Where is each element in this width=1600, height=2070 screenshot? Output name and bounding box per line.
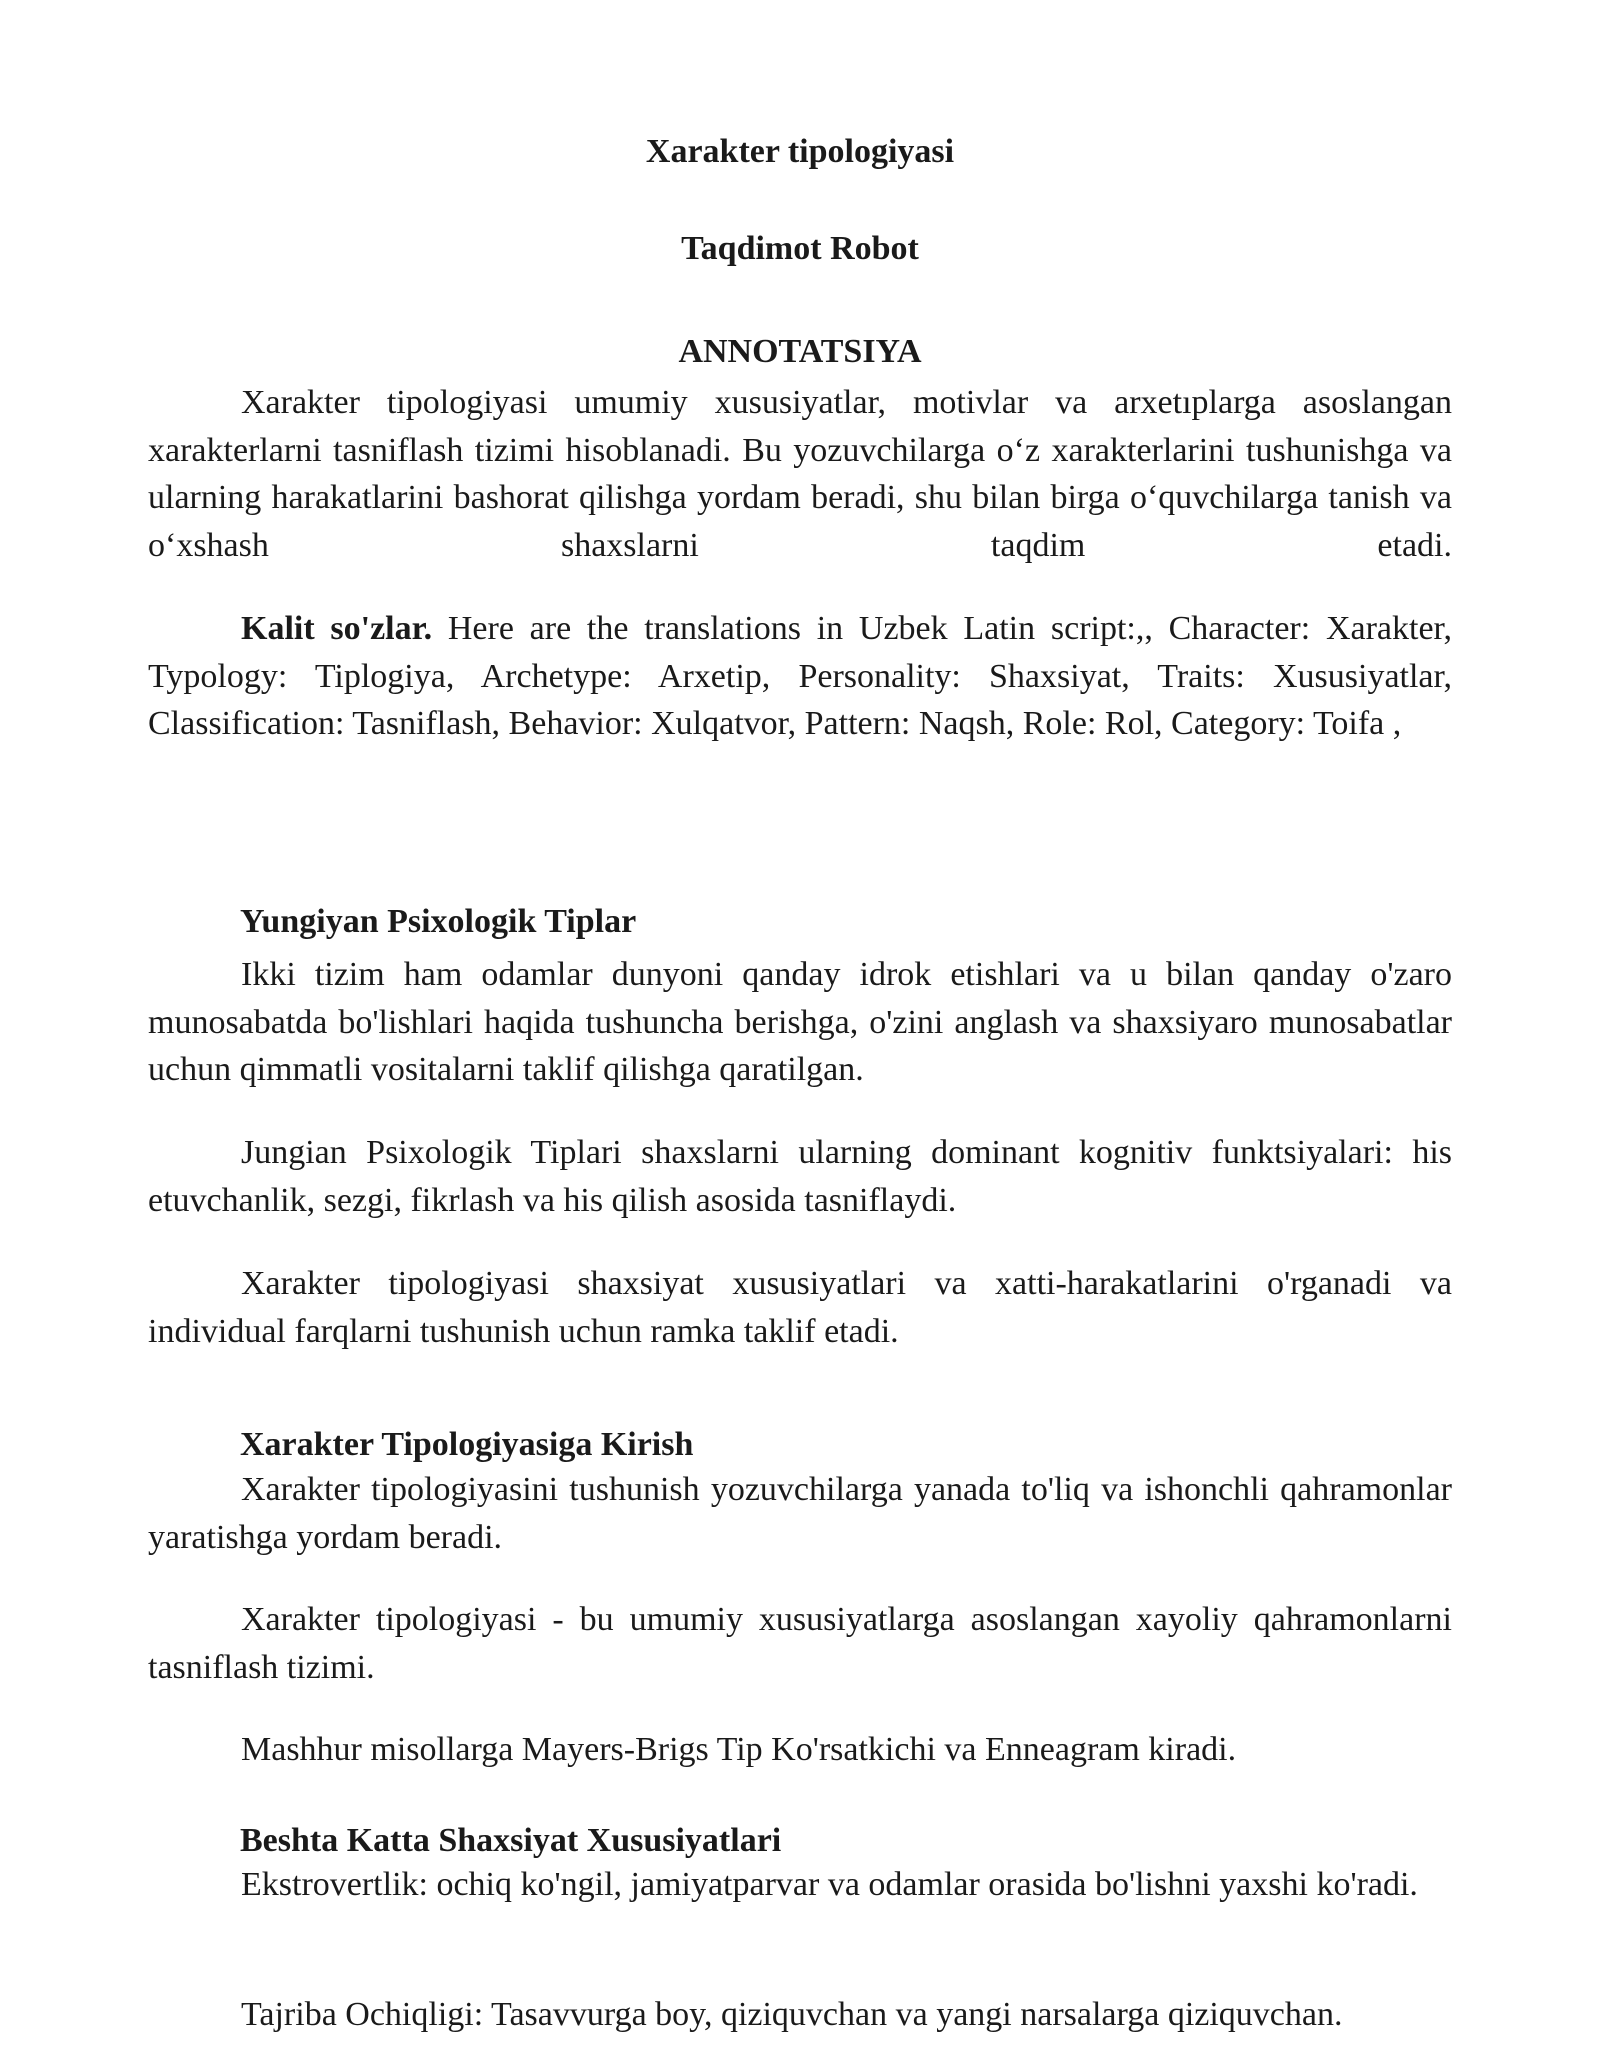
section-paragraph: Xarakter tipologiyasi - bu umumiy xususiyatlarga asoslangan xayoliy qahramonlarni tasniflash tizimi. bbox=[148, 1601, 1452, 1686]
annotation-heading: ANNOTATSIYA bbox=[678, 333, 922, 370]
section-heading: Beshta Katta Shaxsiyat Xususiyatlari bbox=[240, 1822, 782, 1859]
section-heading: Xarakter Tipologiyasiga Kirish bbox=[240, 1426, 694, 1463]
keywords-paragraph bbox=[148, 605, 1452, 748]
annotation-paragraph: Xarakter tipologiyasi umumiy xususiyatlar, motivlar va arxetıplarga asoslangan xarakterlarni tasniflash tizimi hisoblanadi. Bu yozuvchilarga o‘z xarakterlarini tushunishga va ularning harakatlarini bashorat qilishga yordam beradi, shu bilan birga o‘quvchilarga tanish va o‘xshash shaxslarni taqdim etadi. bbox=[148, 384, 1452, 564]
section-heading: Yungiyan Psixologik Tiplar bbox=[240, 903, 637, 940]
section-paragraph: Xarakter tipologiyasi shaxsiyat xususiyatlari va xatti-harakatlarini o'rganadi va individual farqlarni tushunish uchun ramka taklif etadi. bbox=[148, 1265, 1452, 1350]
document-author: Taqdimot Robot bbox=[681, 230, 919, 267]
document-title: Xarakter tipologiyasi bbox=[645, 133, 955, 170]
section-paragraph: Jungian Psixologik Tiplari shaxslarni ularning dominant kognitiv funktsiyalari: his etuvchanlik, sezgi, fikrlash va his qilish asosida tasniflaydi. bbox=[148, 1134, 1452, 1219]
section-paragraph: Tajriba Ochiqligi: Tasavvurga boy, qiziquvchan va yangi narsalarga qiziquvchan. bbox=[241, 1996, 1343, 2033]
section-paragraph: Mashhur misollarga Mayers-Brigs Tip Ko'rsatkichi va Enneagram kiradi. bbox=[241, 1731, 1237, 1768]
keywords-text: Here are the translations in Uzbek Latin script:,, Character: Xarakter, Typology: Tiplogiya, Archetype: Arxetip, Personality: Shaxsiyat, Traits: Xususiyatlar, Classification: Tasniflash, Behavior: Xulqatvor, Pattern: Naqsh, Role: Rol, Category: Toifa , bbox=[148, 610, 1452, 742]
section-paragraph: Xarakter tipologiyasini tushunish yozuvchilarga yanada to'liq va ishonchli qahramonlar yaratishga yordam beradi. bbox=[148, 1471, 1452, 1556]
section-paragraph: Ekstrovertlik: ochiq ko'ngil, jamiyatparvar va odamlar orasida bo'lishni yaxshi ko'radi. bbox=[241, 1866, 1418, 1903]
keywords-label: Kalit so'zlar. bbox=[241, 610, 433, 647]
section-paragraph: Ikki tizim ham odamlar dunyoni qanday idrok etishlari va u bilan qanday o'zaro munosabatda bo'lishlari haqida tushuncha berishga, o'zini anglash va shaxsiyaro munosabatlar uchun qimmatli vositalarni taklif qilishga qaratilgan. bbox=[148, 956, 1452, 1088]
